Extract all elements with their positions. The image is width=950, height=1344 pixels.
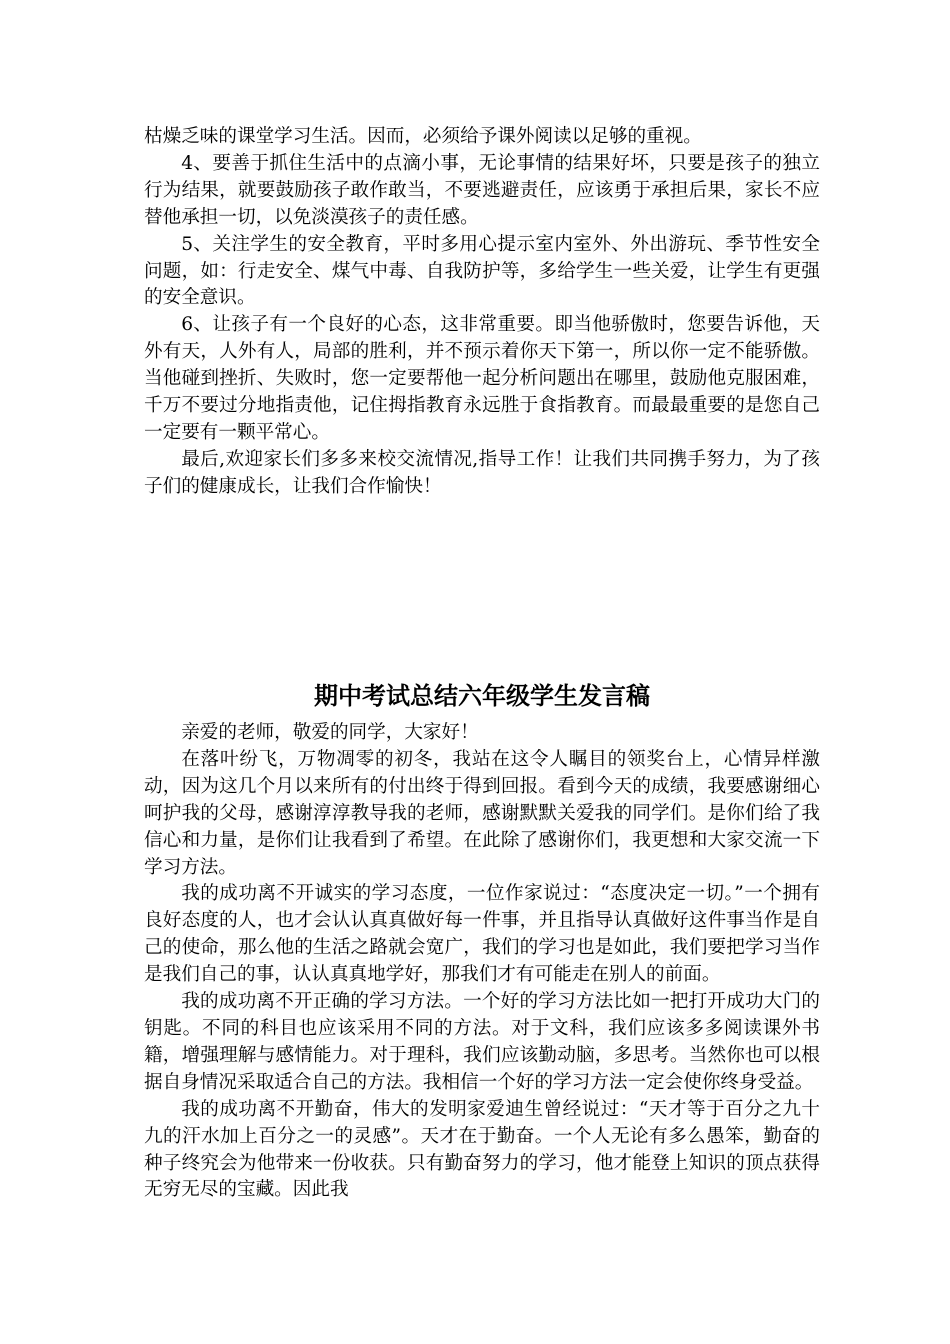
paragraph-closing: 最后,欢迎家长们多多来校交流情况,指导工作！让我们共同携手努力，为了孩子们的健康成长，让我们合作愉快！ (144, 448, 820, 497)
speech-title: 期中考试总结六年级学生发言稿 (314, 682, 650, 710)
speech-paragraph-diligence: 我的成功离不开勤奋，伟大的发明家爱迪生曾经说过：“天才等于百分之九十九的汗水加上百分之一的灵感”。天才在于勤奋。一个人无论有多么愚笨，勤奋的种子终究会为他带来一份收获。只有勤奋努力的学习，他才能登上知识的顶点获得无穷无尽的宝藏。因此我 (144, 1098, 820, 1201)
paragraph-point-6: 6、让孩子有一个良好的心态，这非常重要。即当他骄傲时，您要告诉他，天外有天，人外有人，局部的胜利，并不预示着你天下第一，所以你一定不能骄傲。当他碰到挫折、失败时，您一定要帮他一起分析问题出在哪里，鼓励他克服困难，千万不要过分地指责他，记住拇指教育永远胜于食指教育。而最最重要的是您自己一定要有一颗平常心。 (144, 314, 820, 443)
speech-paragraph-intro: 在落叶纷飞，万物凋零的初冬，我站在这令人瞩目的领奖台上，心情异样激动，因为这几个月以来所有的付出终于得到回报。看到今天的成绩，我要感谢细心呵护我的父母，感谢淳淳教导我的老师，感谢默默关爱我的同学们。是你们给了我信心和力量，是你们让我看到了希望。在此除了感谢你们，我更想和大家交流一下学习方法。 (144, 748, 820, 878)
speech-body (144, 720, 820, 1204)
previous-section-text (144, 124, 820, 501)
speech-greeting: 亲爱的老师，敬爱的同学，大家好！ (181, 722, 479, 743)
speech-paragraph-attitude: 我的成功离不开诚实的学习态度，一位作家说过：“态度决定一切。”一个拥有良好态度的人，也才会认认真真做好每一件事，并且指导认真做好这件事当作是自己的使命，那么他的生活之路就会宽广，我们的学习也是如此，我们要把学习当作是我们自己的事，认认真真地学好，那我们才有可能走在别人的前面。 (144, 883, 820, 986)
paragraph-point-5: 5、关注学生的安全教育，平时多用心提示室内室外、外出游玩、季节性安全问题，如：行走安全、煤气中毒、自我防护等，多给学生一些关爱，让学生有更强的安全意识。 (144, 233, 820, 309)
paragraph-continuation: 枯燥乏味的课堂学习生活。因而，必须给予课外阅读以足够的重视。 (144, 126, 702, 147)
speech-paragraph-method: 我的成功离不开正确的学习方法。一个好的学习方法比如一把打开成功大门的钥匙。不同的科目也应该采用不同的方法。对于文科，我们应该多多阅读课外书籍，增强理解与感情能力。对于理科，我们应该勤动脑，多思考。当然你也可以根据自身情况采取适合自己的方法。我相信一个好的学习方法一定会使你终身受益。 (144, 991, 820, 1093)
paragraph-point-4: 4、要善于抓住生活中的点滴小事，无论事情的结果好坏，只要是孩子的独立行为结果，就要鼓励孩子敢作敢当，不要逃避责任，应该勇于承担后果，家长不应替他承担一切，以免淡漠孩子的责任感。 (144, 152, 820, 228)
